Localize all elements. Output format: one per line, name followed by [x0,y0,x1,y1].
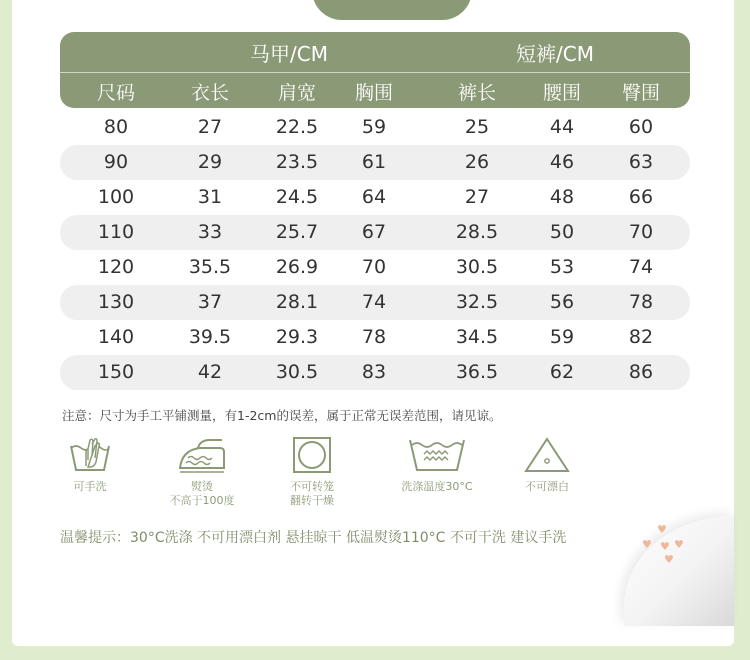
cell-length: 29 [197,151,223,173]
cell-waist: 53 [549,256,575,278]
iron-label-line2: 不高于100度 [169,494,235,507]
cell-hip: 86 [628,361,654,383]
table-row [60,320,690,355]
cell-size: 140 [97,326,135,348]
no-tumble-label-line1: 不可转笼 [290,480,334,493]
cell-shoulder: 25.7 [275,221,319,243]
cell-hip: 82 [628,326,654,348]
cell-chest: 70 [361,256,387,278]
cell-chest: 61 [361,151,387,173]
cell-hip: 74 [628,256,654,278]
cell-hip: 66 [628,186,654,208]
cell-shoulder: 30.5 [275,361,319,383]
cell-size: 90 [103,151,129,173]
cell-hip: 78 [628,291,654,313]
cell-size: 150 [97,361,135,383]
cell-size: 80 [103,116,129,138]
heart-decoration-icon: ♥ [642,538,652,551]
cell-shoulder: 22.5 [275,116,319,138]
shorts-group-header: 短裤/CM [516,42,594,66]
size-chart-card [12,0,734,646]
cell-length: 42 [197,361,223,383]
table-row [60,110,690,145]
col-header-size: 尺码 [96,82,136,104]
heart-decoration-icon: ♥ [664,553,674,566]
cell-size: 130 [97,291,135,313]
care-hand-wash [62,436,118,494]
care-wash-temp [392,436,482,494]
table-header [60,32,690,108]
cell-chest: 78 [361,326,387,348]
col-header-pants-length: 裤长 [457,82,497,104]
title-cloud [312,0,472,20]
cell-chest: 67 [361,221,387,243]
cell-chest: 59 [361,116,387,138]
cell-length: 27 [197,116,223,138]
cell-chest: 83 [361,361,387,383]
hand-wash-icon [68,436,112,474]
wash-basin-icon [407,436,467,474]
cell-pants-length: 36.5 [455,361,499,383]
warm-tips: 温馨提示：30°C洗涤 不可用漂白剂 悬挂晾干 低温熨烫110°C 不可干洗 建议手洗 [60,530,567,546]
cell-pants-length: 34.5 [455,326,499,348]
cell-shoulder: 23.5 [275,151,319,173]
heart-decoration-icon: ♥ [657,523,667,536]
cell-pants-length: 32.5 [455,291,499,313]
cell-chest: 64 [361,186,387,208]
col-header-length: 衣长 [190,82,230,104]
cell-waist: 48 [549,186,575,208]
cell-hip: 70 [628,221,654,243]
hand-wash-label: 可手洗 [73,480,107,493]
cell-length: 37 [197,291,223,313]
col-header-shoulder: 肩宽 [277,82,317,104]
cell-size: 120 [97,256,135,278]
vest-group-header: 马甲/CM [250,42,328,66]
cell-waist: 62 [549,361,575,383]
no-tumble-label-line2: 翻转干燥 [290,494,334,507]
cell-pants-length: 28.5 [455,221,499,243]
cell-size: 110 [97,221,135,243]
measurement-note: 注意：尺寸为手工平铺测量，有1-2cm的误差，属于正常无误差范围，请见谅。 [62,408,502,423]
care-no-tumble-dry [282,436,342,508]
no-bleach-label: 不可漂白 [525,480,569,493]
header-divider [60,72,690,73]
heart-decoration-icon: ♥ [660,540,670,553]
size-table-body [60,110,690,390]
cell-pants-length: 27 [464,186,490,208]
cell-hip: 63 [628,151,654,173]
cell-hip: 60 [628,116,654,138]
cell-shoulder: 28.1 [275,291,319,313]
table-row [60,215,690,250]
care-no-bleach [512,436,582,494]
cell-size: 100 [97,186,135,208]
col-header-chest: 胸围 [354,82,394,104]
no-bleach-triangle-icon [523,436,571,474]
col-header-hip: 臀围 [621,82,661,104]
table-row [60,250,690,285]
iron-label-line1: 熨烫 [191,480,213,493]
cell-waist: 44 [549,116,575,138]
cell-waist: 59 [549,326,575,348]
no-tumble-dry-icon [292,436,332,474]
cell-length: 35.5 [188,256,232,278]
table-row [60,180,690,215]
cell-pants-length: 26 [464,151,490,173]
wash-temp-label: 洗涤温度30°C [401,480,473,493]
table-row [60,145,690,180]
cell-length: 31 [197,186,223,208]
cell-shoulder: 26.9 [275,256,319,278]
cell-chest: 74 [361,291,387,313]
cell-waist: 56 [549,291,575,313]
cell-waist: 46 [549,151,575,173]
heart-decoration-icon: ♥ [674,538,684,551]
iron-icon [176,436,228,474]
cell-shoulder: 24.5 [275,186,319,208]
cell-shoulder: 29.3 [275,326,319,348]
cell-pants-length: 25 [464,116,490,138]
cell-pants-length: 30.5 [455,256,499,278]
col-header-waist: 腰围 [542,82,582,104]
table-row [60,285,690,320]
cell-length: 39.5 [188,326,232,348]
table-row [60,355,690,390]
cell-waist: 50 [549,221,575,243]
care-iron [162,436,242,508]
cell-length: 33 [197,221,223,243]
